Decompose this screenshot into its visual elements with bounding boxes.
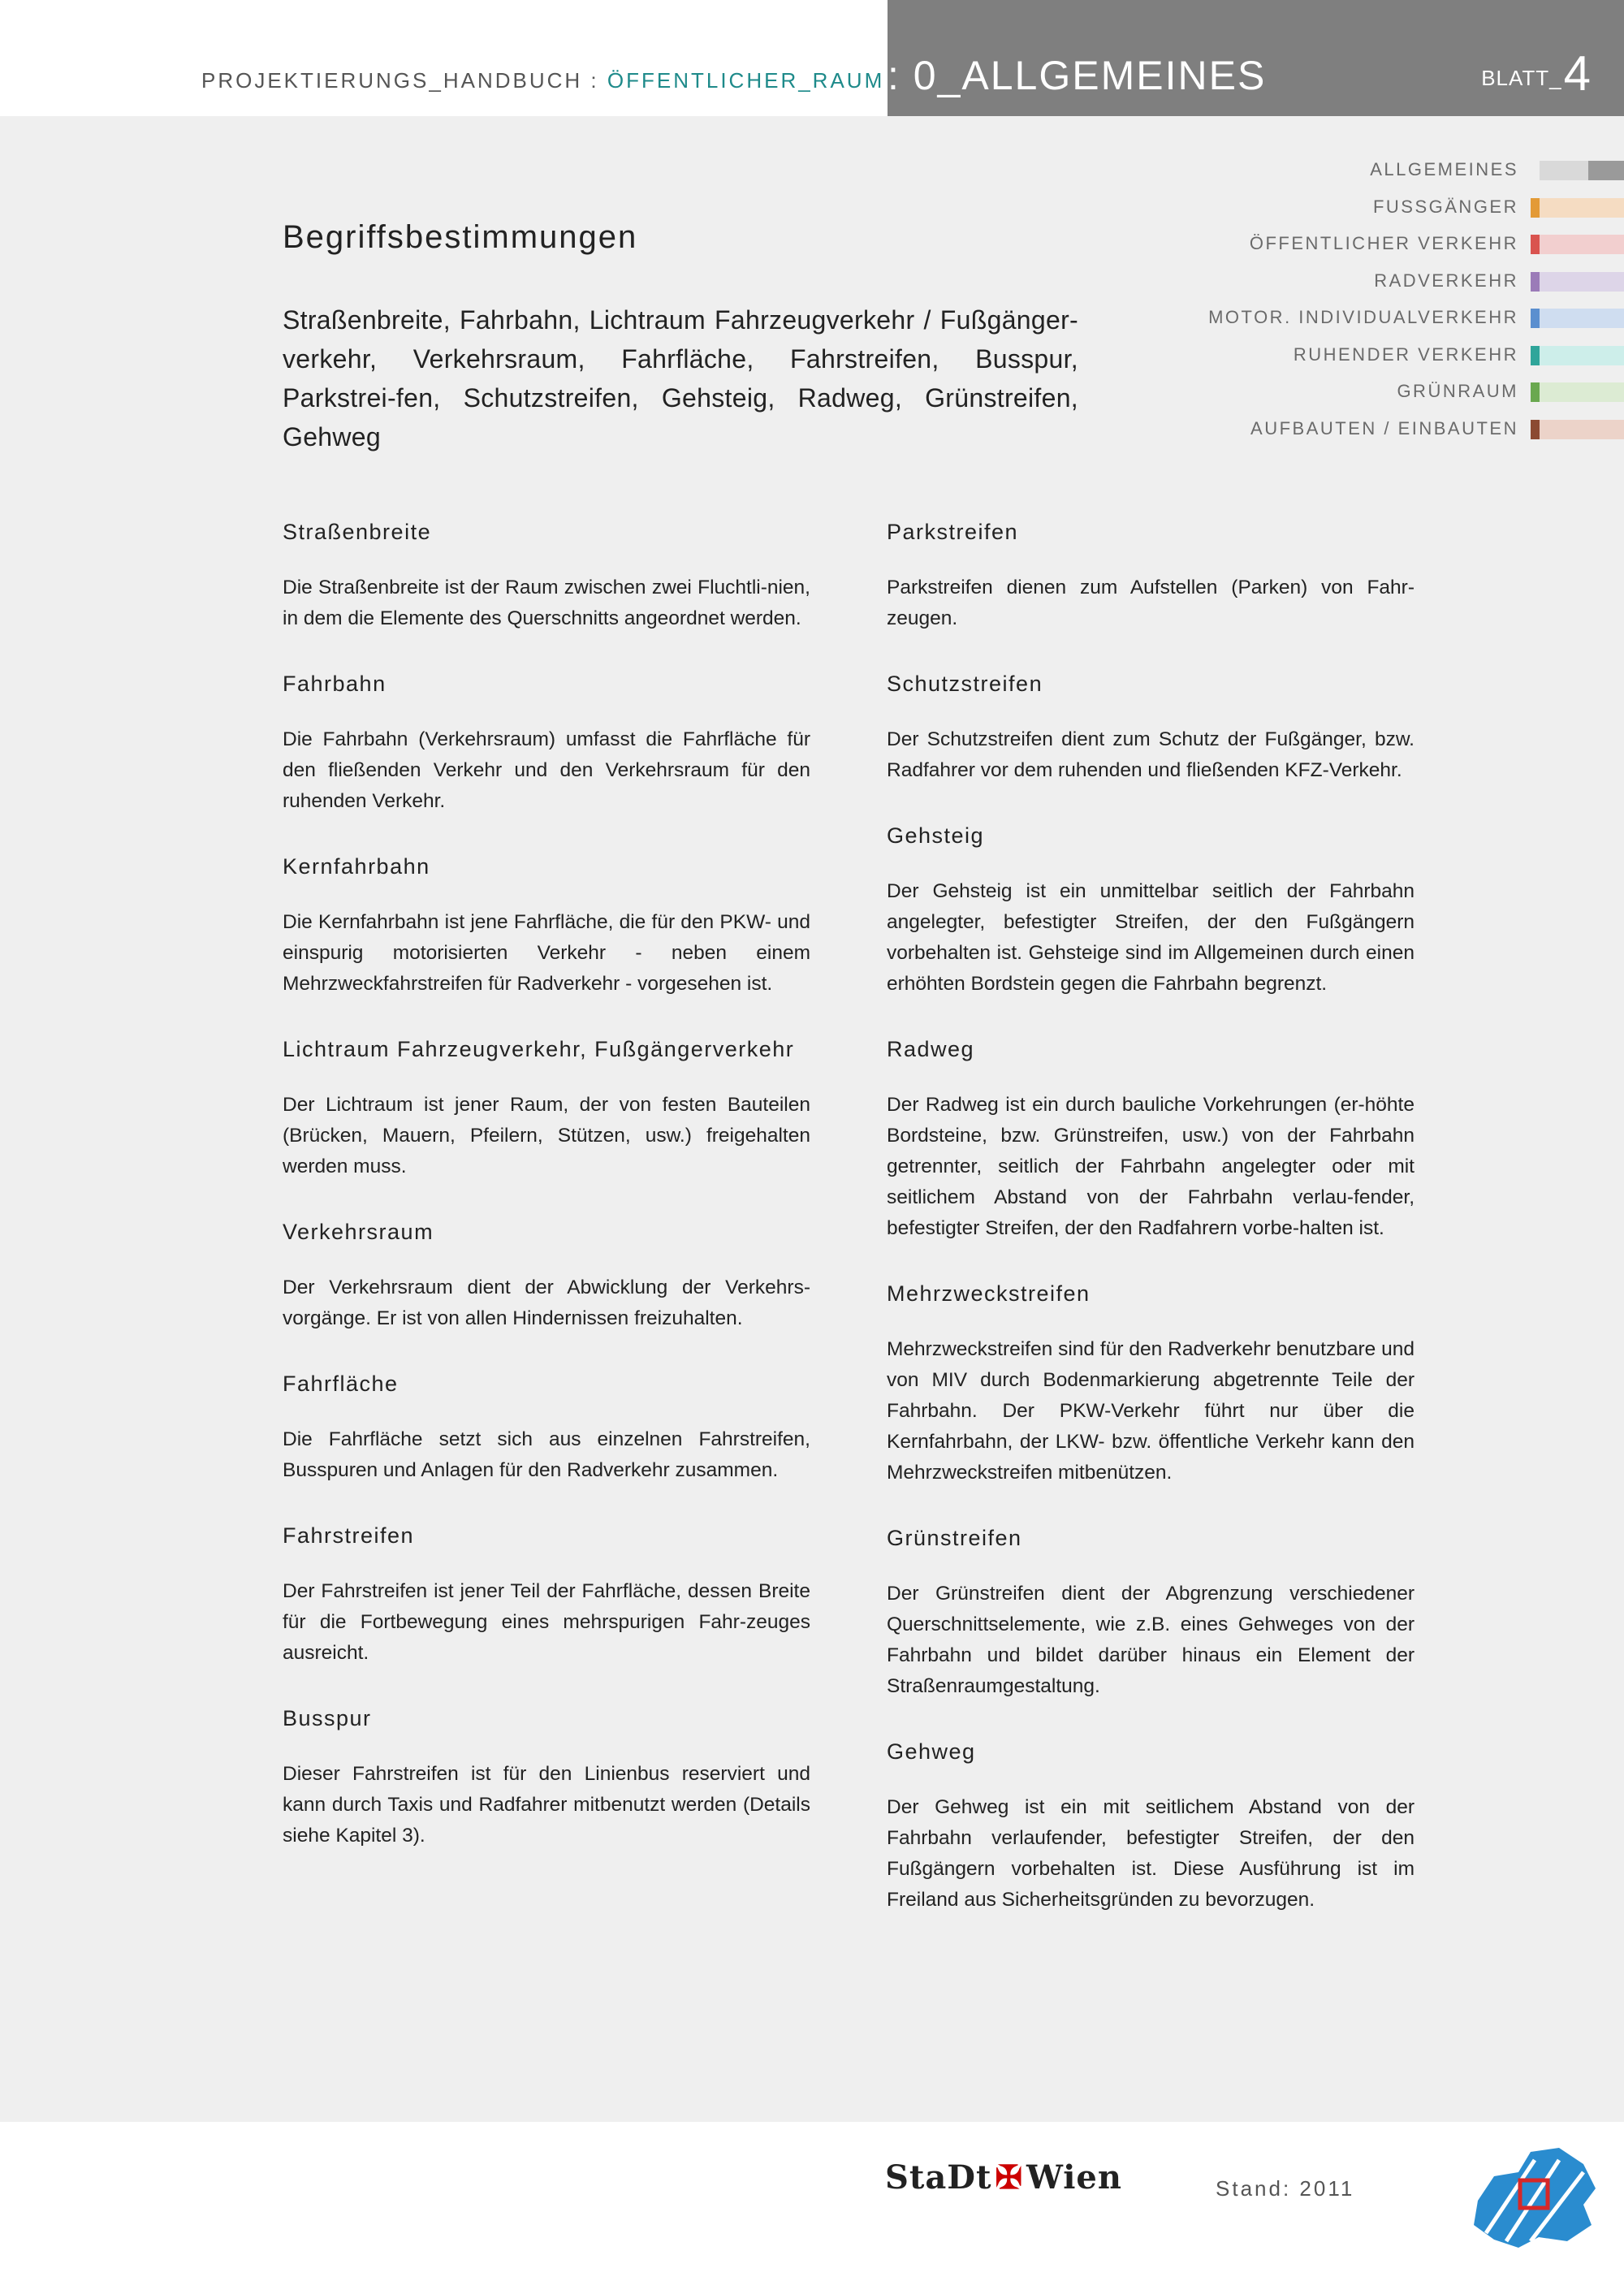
chapter-title: : 0_ALLGEMEINES <box>888 53 1267 98</box>
nav-item[interactable] <box>1202 231 1624 269</box>
definition-text: Der Grünstreifen dient der Abgrenzung verschiedener Querschnittselemente, wie z.B. eines Gehweges von der Fahrbahn und bildet darüber hinaus ein Element der Straßenraumgestaltung. <box>887 1583 1415 1697</box>
chapter-nav <box>1202 158 1624 453</box>
nav-color-swatch <box>1531 382 1540 402</box>
definition-term: Straßenbreite <box>283 520 432 544</box>
definition-term: Fahrfläche <box>283 1372 399 1396</box>
page-number <box>1481 45 1592 102</box>
logo-text-stadt: StaDt <box>885 2158 992 2197</box>
definition-term: Verkehrsraum <box>283 1220 434 1244</box>
nav-color-swatch <box>1531 346 1540 365</box>
stadt-wien-logo <box>885 2158 1122 2197</box>
nav-item-label: RADVERKEHR <box>1374 270 1518 291</box>
nav-item[interactable] <box>1202 417 1624 454</box>
chapter-header <box>888 0 1624 116</box>
nav-item-label: ALLGEMEINES <box>1370 159 1518 179</box>
footer <box>0 2122 1624 2281</box>
nav-color-swatch <box>1531 420 1540 439</box>
definition-term: Fahrstreifen <box>283 1523 415 1548</box>
definition-text: Die Fahrbahn (Verkehrsraum) umfasst die Fahrfläche für den fließenden Verkehr und den Verkehrsraum für den ruhenden Verkehr. <box>283 728 810 812</box>
nav-item-label: RUHENDER VERKEHR <box>1293 343 1518 365</box>
definition-term: Radweg <box>887 1037 975 1061</box>
nav-item-label: ÖFFENTLICHER VERKEHR <box>1249 233 1518 253</box>
definition-text: Der Verkehrsraum dient der Abwicklung der Verkehrs-vorgänge. Er ist von allen Hindernissen freizuhalten. <box>283 1277 810 1329</box>
vienna-cross-icon: ✠ <box>995 2158 1023 2197</box>
nav-item-label: FUSSGÄNGER <box>1372 196 1518 217</box>
definitions-right-column <box>887 520 1415 1953</box>
nav-color-bar <box>1540 235 1624 254</box>
nav-color-swatch <box>1531 198 1540 218</box>
breadcrumb-handbook[interactable]: PROJEKTIERUNGS_HANDBUCH <box>201 68 583 93</box>
nav-color-bar <box>1540 382 1624 402</box>
nav-color-bar <box>1540 309 1624 328</box>
nav-item[interactable] <box>1202 379 1624 417</box>
definition-text: Der Lichtraum ist jener Raum, der von festen Bauteilen (Brücken, Mauern, Pfeilern, Stützen, usw.) freigehalten werden muss. <box>283 1094 810 1177</box>
definition-term: Kernfahrbahn <box>283 854 430 879</box>
definition-text: Der Schutzstreifen dient zum Schutz der Fußgänger, bzw. Radfahrer vor dem ruhenden und fließenden KFZ-Verkehr. <box>887 728 1415 781</box>
definition-term: Busspur <box>283 1706 372 1730</box>
definition-text: Parkstreifen dienen zum Aufstellen (Parken) von Fahr-zeugen. <box>887 577 1415 629</box>
definition-text: Der Gehweg ist ein mit seitlichem Abstand von der Fahrbahn verlaufender, befestigter Streifen, der den Fußgängern vorbehalten ist. Diese Ausführung ist im Freiland aus Sicherheitsgründen zu bevorzugen. <box>887 1796 1415 1911</box>
breadcrumb-section[interactable]: ÖFFENTLICHER_RAUM <box>607 68 885 93</box>
header-left <box>0 0 888 116</box>
nav-item[interactable] <box>1202 158 1624 195</box>
breadcrumb <box>201 68 884 93</box>
nav-color-bar <box>1540 272 1624 292</box>
nav-item-label: AUFBAUTEN / EINBAUTEN <box>1250 417 1518 438</box>
definition-text: Die Straßenbreite ist der Raum zwischen zwei Fluchtli-nien, in dem die Elemente des Querschnitts angeordnet werden. <box>283 577 810 629</box>
definition-term: Gehweg <box>887 1739 976 1764</box>
vienna-map-icon <box>1462 2144 1600 2249</box>
nav-active-marker <box>1588 161 1624 180</box>
page-title: Begriffsbestimmungen <box>283 219 638 255</box>
definition-text: Mehrzweckstreifen sind für den Radverkehr benutzbare und von MIV durch Bodenmarkierung abgetrennte Teile der Fahrbahn. Der PKW-Verkehr führt nur über die Kernfahrbahn, der LKW- bzw. öffentliche Verkehr kann den Mehrzweckstreifen mitbenützen. <box>887 1338 1415 1484</box>
definition-term: Lichtraum Fahrzeugverkehr, Fußgängerverkehr <box>283 1037 795 1061</box>
definition-text: Der Radweg ist ein durch bauliche Vorkehrungen (er-höhte Bordsteine, bzw. Grünstreifen, usw.) von der Fahrbahn getrennter, seitlich der Fahrbahn angelegter oder mit seitlichem Abstand von der Fahrbahn verlau-fender, befestigter Streifen, der den Radfahrern vorbe-halten ist. <box>887 1094 1415 1239</box>
definition-term: Gehsteig <box>887 823 985 848</box>
nav-item[interactable] <box>1202 343 1624 380</box>
definition-text: Der Gehsteig ist ein unmittelbar seitlich der Fahrbahn angelegter, befestigter Streifen, der den Fußgängern vorbehalten ist. Gehsteige sind im Allgemeinen durch einen erhöhten Bordstein gegen die Fahrbahn begrenzt. <box>887 880 1415 995</box>
nav-color-swatch <box>1531 272 1540 292</box>
stand-date: Stand: 2011 <box>1216 2176 1355 2201</box>
nav-color-bar <box>1540 420 1624 439</box>
nav-color-swatch <box>1531 235 1540 254</box>
definition-text: Der Fahrstreifen ist jener Teil der Fahrfläche, dessen Breite für die Fortbewegung eines mehrspurigen Fahr-zeuges ausreicht. <box>283 1580 810 1664</box>
definition-term: Mehrzweckstreifen <box>887 1281 1091 1306</box>
definition-term: Grünstreifen <box>887 1526 1022 1550</box>
nav-item[interactable] <box>1202 195 1624 232</box>
definition-text: Die Kernfahrbahn ist jene Fahrfläche, die für den PKW- und einspurig motorisierten Verkehr - neben einem Mehrzweckfahrstreifen für Radverkehr - vorgesehen ist. <box>283 911 810 995</box>
definition-term: Schutzstreifen <box>887 672 1043 696</box>
nav-item-label: GRÜNRAUM <box>1397 381 1518 401</box>
nav-item-label: MOTOR. INDIVIDUALVERKEHR <box>1208 307 1518 327</box>
blatt-label: BLATT_ <box>1481 66 1562 90</box>
blatt-number: 4 <box>1563 46 1592 101</box>
nav-item[interactable] <box>1202 269 1624 306</box>
definitions-left-column <box>283 520 810 1889</box>
nav-color-bar <box>1540 346 1624 365</box>
definition-text: Dieser Fahrstreifen ist für den Linienbus reserviert und kann durch Taxis und Radfahrer mitbenutzt werden (Details siehe Kapitel 3). <box>283 1763 810 1847</box>
definition-text: Die Fahrfläche setzt sich aus einzelnen Fahrstreifen, Busspuren und Anlagen für den Radverkehr zusammen. <box>283 1428 810 1481</box>
definition-term: Fahrbahn <box>283 672 387 696</box>
definition-term: Parkstreifen <box>887 520 1019 544</box>
nav-item[interactable] <box>1202 305 1624 343</box>
logo-text-wien: Wien <box>1026 2158 1122 2197</box>
page-subtitle: Straßenbreite, Fahrbahn, Lichtraum Fahrzeugverkehr / Fußgänger-verkehr, Verkehrsraum, Fahrfläche, Fahrstreifen, Busspur, Parkstrei-fen, Schutzstreifen, Gehsteig, Radweg, Grünstreifen, Gehweg <box>283 305 1078 451</box>
nav-color-bar <box>1540 198 1624 218</box>
nav-color-swatch <box>1531 309 1540 328</box>
breadcrumb-separator: : <box>590 68 599 93</box>
